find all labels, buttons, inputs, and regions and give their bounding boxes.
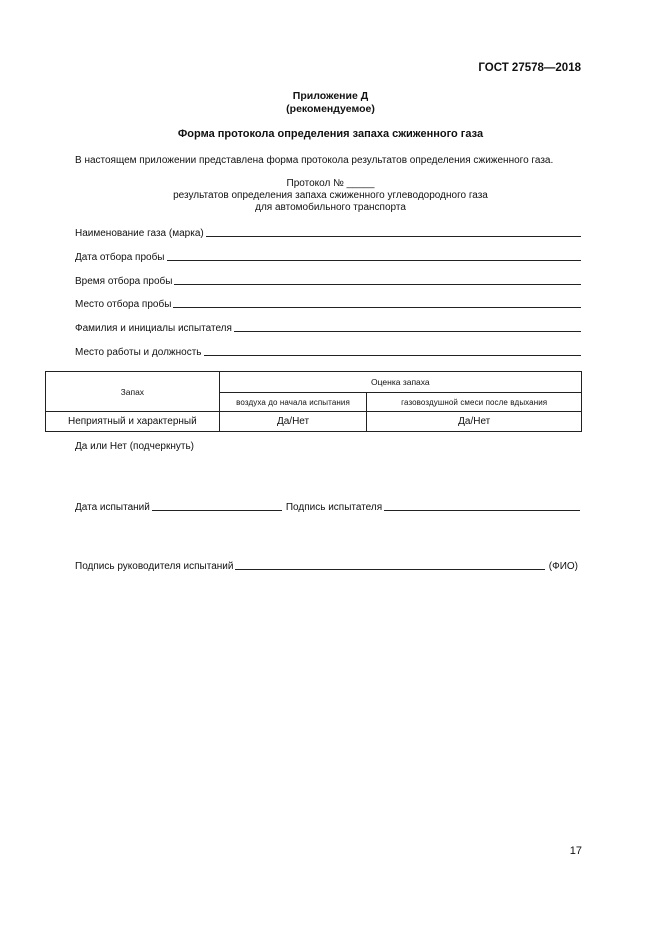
- field-sample-date: [75, 249, 581, 263]
- field-label: Дата отбора пробы: [75, 252, 165, 263]
- field-label: Место работы и должность: [75, 347, 202, 358]
- cell-value-air[interactable]: Да/Нет: [219, 412, 367, 432]
- fill-line[interactable]: [234, 330, 581, 332]
- tester-signature-line[interactable]: [384, 509, 580, 511]
- field-tester-name: [75, 320, 581, 334]
- cell-smell-description: Неприятный и характерный: [46, 412, 220, 432]
- field-sample-time: [75, 273, 581, 287]
- head-signature-row: [75, 558, 580, 572]
- col-header-smell: Запах: [46, 372, 220, 412]
- fill-line[interactable]: [206, 235, 581, 237]
- field-label: Время отбора пробы: [75, 276, 173, 287]
- test-date-label: Дата испытаний: [75, 502, 150, 513]
- tester-signature-label: Подпись испытателя: [285, 502, 383, 513]
- form-title: Форма протокола определения запаха сжиженного газа: [177, 128, 484, 140]
- head-signature-label: Подпись руководителя испытаний: [75, 561, 234, 572]
- document-code: ГОСТ 27578—2018: [478, 62, 581, 74]
- test-date-line[interactable]: [152, 509, 282, 511]
- field-workplace-position: [75, 344, 581, 358]
- appendix-title: Приложение Д: [292, 90, 369, 102]
- intro-text: В настоящем приложении представлена форма протокола результатов определения сжиженного газа.: [75, 155, 554, 166]
- sub-header-mixture-after: газовоздушной смеси после вдыхания: [367, 393, 582, 412]
- test-date-and-signature-row: [75, 499, 580, 513]
- protocol-transport-line: для автомобильного транспорта: [255, 202, 406, 213]
- fill-line[interactable]: [204, 354, 582, 356]
- cell-value-mixture[interactable]: Да/Нет: [367, 412, 582, 432]
- field-gas-name: [75, 225, 581, 239]
- field-sample-place: [75, 296, 581, 310]
- protocol-heading: [0, 178, 661, 214]
- appendix-heading: [0, 90, 661, 116]
- field-label: Место отбора пробы: [75, 299, 172, 310]
- underline-note: Да или Нет (подчеркнуть): [75, 441, 194, 452]
- table-header-row: [46, 372, 582, 393]
- table-row: [46, 412, 582, 432]
- head-signature-line[interactable]: [235, 568, 544, 570]
- smell-evaluation-table: [45, 371, 582, 432]
- sub-header-air-before: воздуха до начала испытания: [219, 393, 367, 412]
- appendix-status: (рекомендуемое): [286, 103, 375, 115]
- field-label: Наименование газа (марка): [75, 228, 204, 239]
- fio-label: (ФИО): [548, 561, 578, 572]
- protocol-number-line: Протокол № _____: [286, 178, 375, 189]
- group-header-smell-rating: Оценка запаха: [219, 372, 581, 393]
- protocol-subject-line: результатов определения запаха сжиженного углеводородного газа: [173, 190, 488, 201]
- fill-line[interactable]: [173, 306, 581, 308]
- page-number: 17: [569, 845, 582, 857]
- fill-line[interactable]: [174, 283, 581, 285]
- field-label: Фамилия и инициалы испытателя: [75, 323, 232, 334]
- fill-line[interactable]: [167, 259, 582, 261]
